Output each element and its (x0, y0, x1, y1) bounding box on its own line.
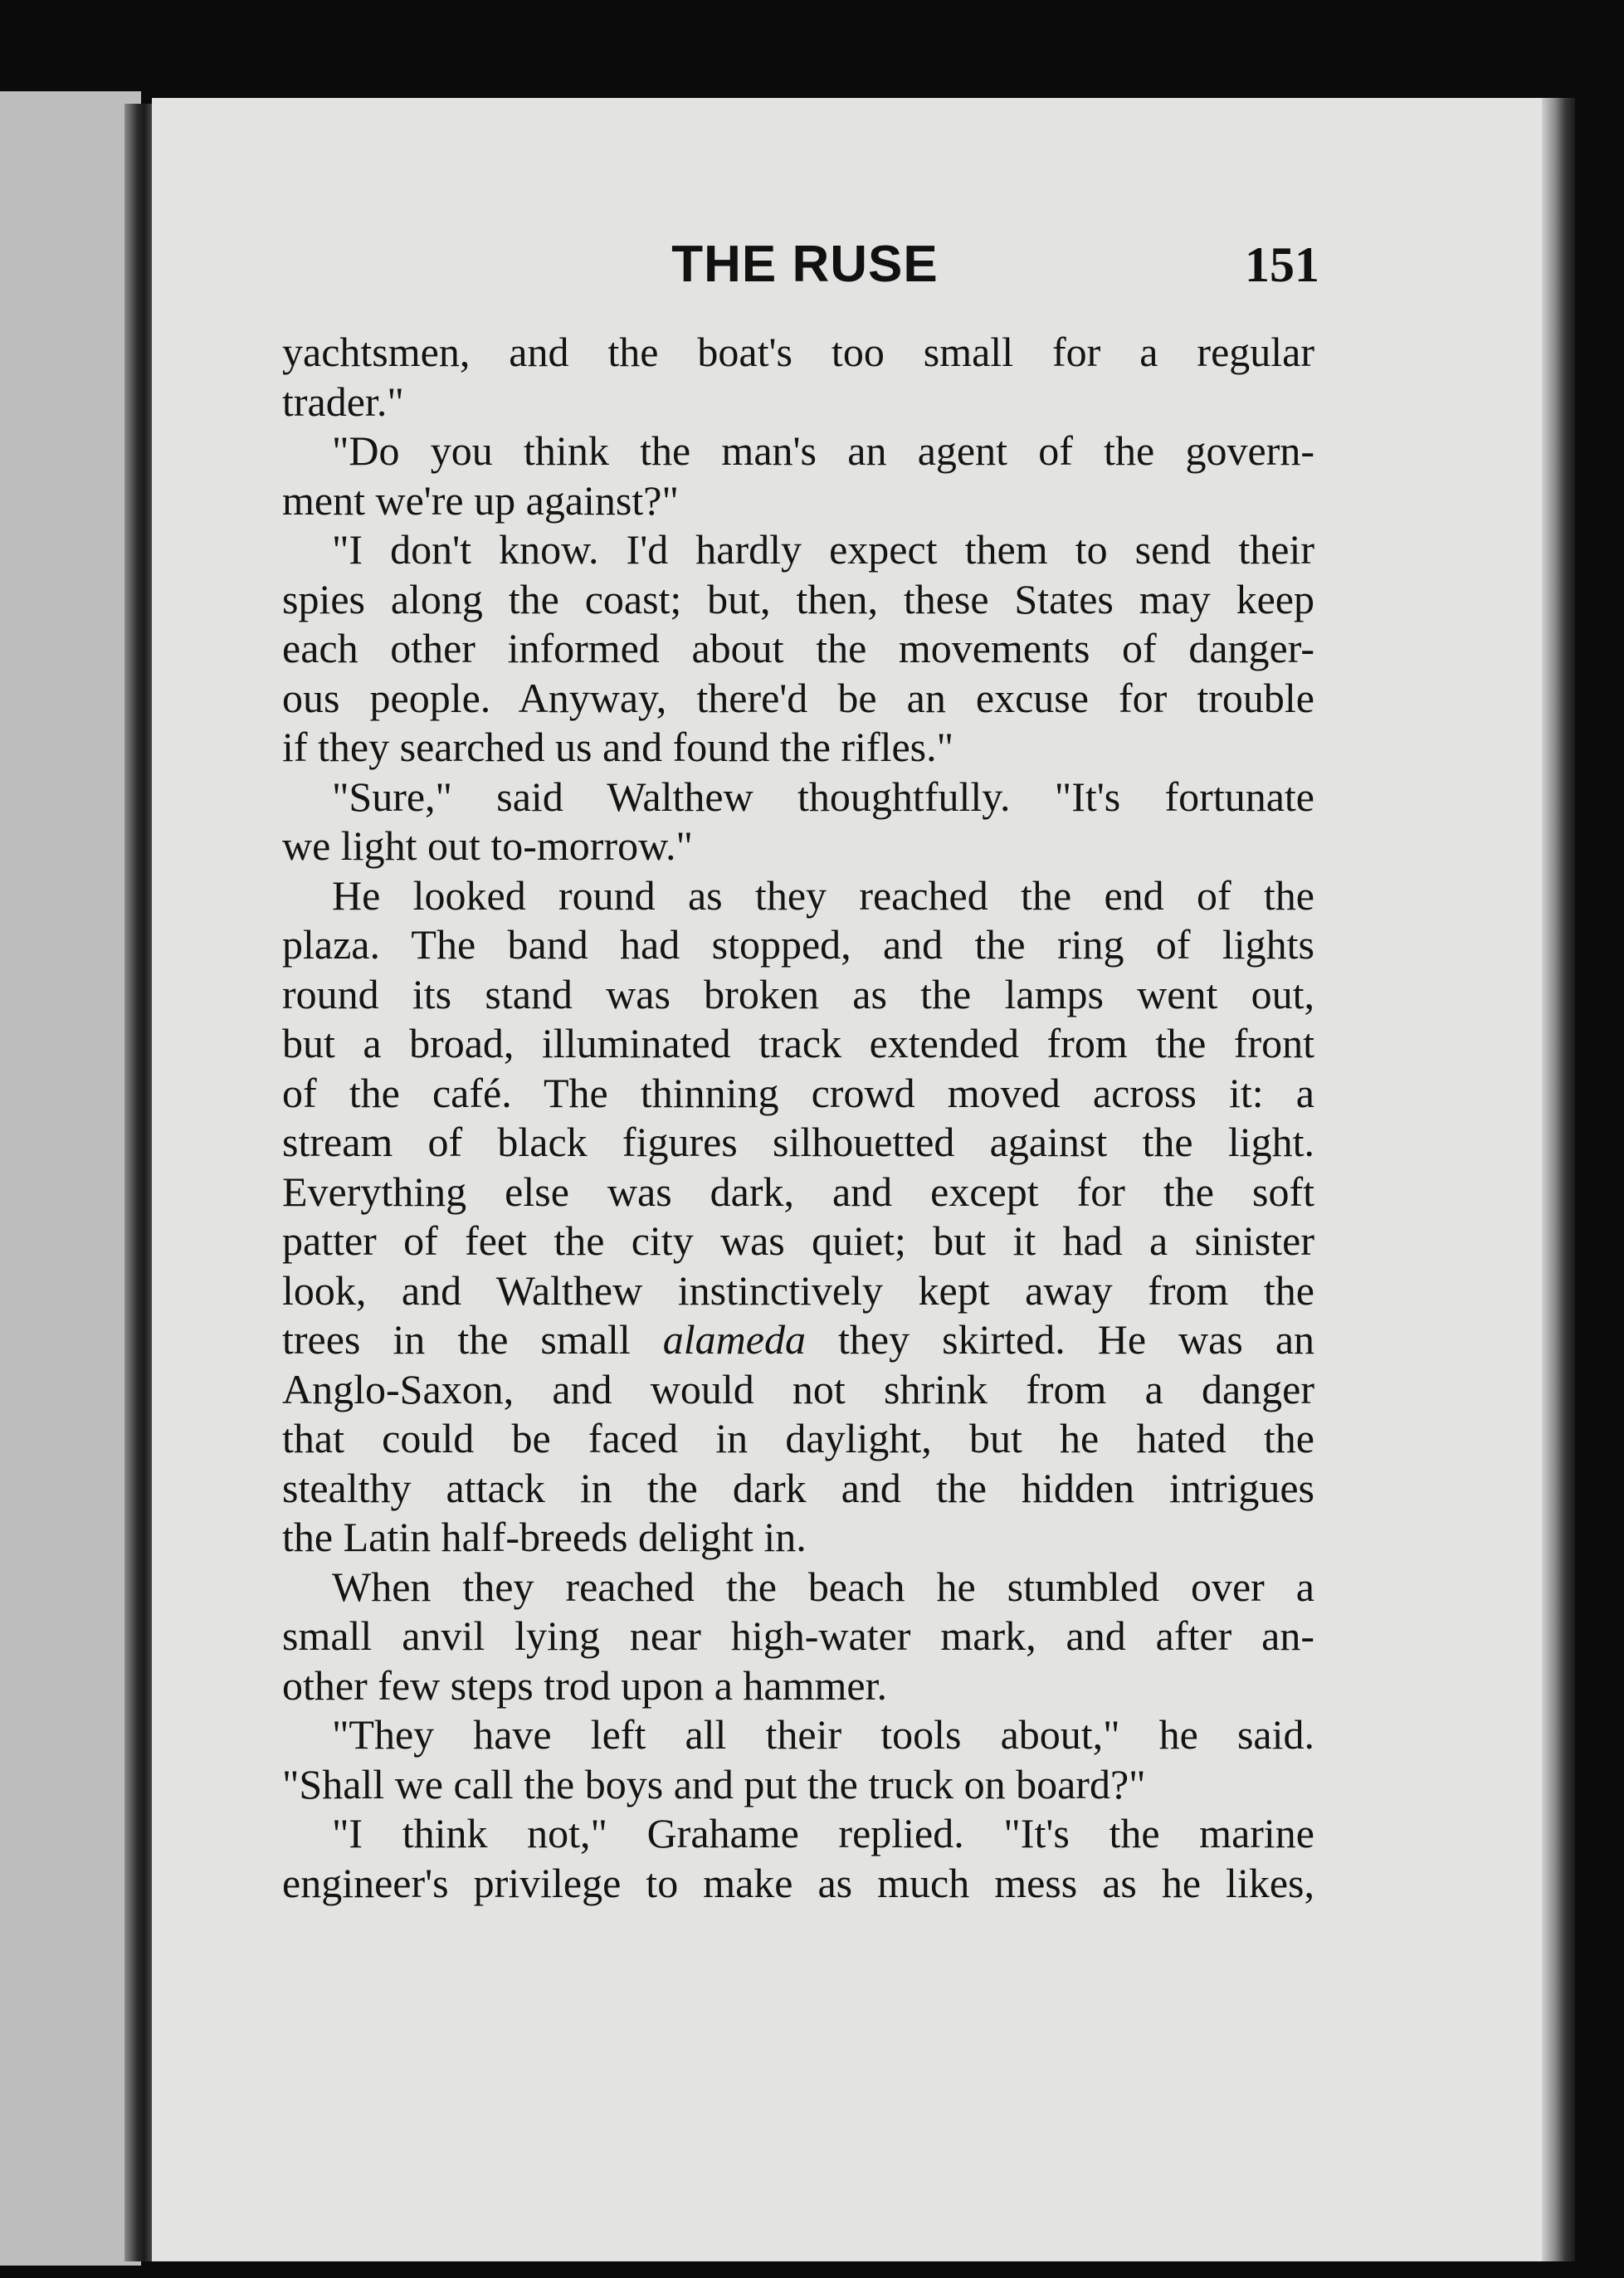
text-line: the Latin half-breeds delight in. (282, 1514, 807, 1560)
text-line: "They have left all their tools about," he said. (332, 1711, 1314, 1758)
text-line: if they searched us and found the rifles." (282, 724, 954, 770)
text-line: other few steps trod upon a hammer. (282, 1661, 887, 1709)
text-line: ous people. Anyway, there'd be an excuse for trouble (282, 674, 1314, 721)
text-line: plaza. The band had stopped, and the ring of lights (282, 921, 1314, 968)
running-title: THE RUSE (671, 236, 939, 293)
text-line-part: they skirted. He was an (805, 1316, 1315, 1363)
text-line: but a broad, illuminated track extended from the front (282, 1020, 1314, 1066)
page-number: 151 (1245, 237, 1319, 292)
text-line: each other informed about the movements of danger- (282, 625, 1314, 671)
text-line: look, and Walthew instinctively kept away from the (282, 1266, 1314, 1314)
text-line: we light out to-morrow." (282, 822, 693, 869)
text-line: When they reached the beach he stumbled over a (332, 1563, 1314, 1610)
body-text (282, 328, 1314, 1908)
text-line (282, 1315, 1314, 1365)
text-line: "Shall we call the boys and put the truck on board?" (282, 1760, 1146, 1807)
page-header (282, 235, 1319, 301)
text-line: stream of black figures silhouetted against the light. (282, 1119, 1314, 1165)
text-line: patter of feet the city was quiet; but it had a sinister (282, 1217, 1314, 1264)
text-line: trader." (282, 378, 404, 425)
text-line: yachtsmen, and the boat's too small for a regular (282, 329, 1314, 375)
text-line: "Sure," said Walthew thoughtfully. "It's fortunate (332, 773, 1314, 820)
text-line-part: trees in the small (282, 1316, 663, 1363)
text-line: "Do you think the man's an agent of the govern- (332, 427, 1314, 474)
text-line: small anvil lying near high-water mark, and after an- (282, 1612, 1314, 1659)
text-line: "I don't know. I'd hardly expect them to send their (332, 526, 1314, 573)
text-line: engineer's privilege to make as much mess as he likes, (282, 1859, 1314, 1906)
italic-word: alameda (662, 1316, 806, 1363)
text-line: spies along the coast; but, then, these States may keep (282, 575, 1314, 622)
text-line: of the café. The thinning crowd moved across it: a (282, 1069, 1314, 1116)
text-line: that could be faced in daylight, but he hated the (282, 1415, 1314, 1461)
page-fore-edge (1542, 98, 1575, 2261)
text-line: Everything else was dark, and except for the soft (282, 1168, 1314, 1215)
facing-page-edge (0, 91, 141, 2266)
text-line: ment we're up against?" (282, 476, 679, 524)
text-line: stealthy attack in the dark and the hidden intrigues (282, 1464, 1314, 1511)
text-line: round its stand was broken as the lamps went out, (282, 970, 1314, 1017)
text-line: He looked round as they reached the end of the (332, 871, 1314, 919)
text-line: Anglo-Saxon, and would not shrink from a danger (282, 1365, 1314, 1412)
text-line: "I think not," Grahame replied. "It's the marine (332, 1810, 1314, 1856)
